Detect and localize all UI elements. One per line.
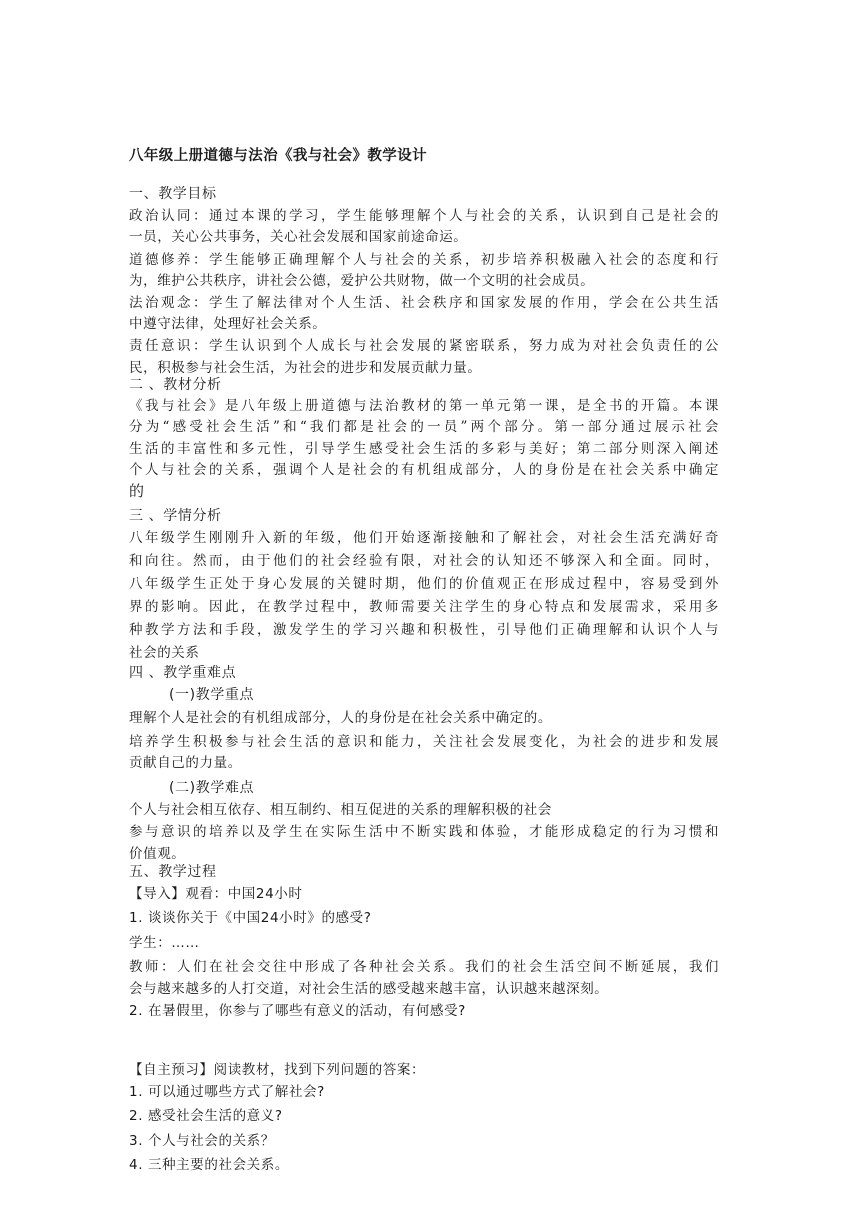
preview-question: 2. 感受社会生活的意义? [129,1108,283,1125]
paragraph-line: 参与意识的培养以及学生在实际生活中不断实践和体验，才能形成稳定的行为习惯和 [129,824,719,841]
paragraph-line: 分为“感受社会生活”和“我们都是社会的一员”两个部分。第一部分通过展示社会 [129,419,719,436]
section-key-points [129,663,719,865]
question-line: 2. 在暑假里，你参与了哪些有意义的活动，有何感受? [129,1003,466,1020]
section-teaching-process [129,862,719,1022]
paragraph-line: 理解个人是社会的有机组成部分，人的身份是在社会关系中确定的。 [129,710,552,727]
paragraph-line: 责任意识：学生认识到个人成长与社会发展的紧密联系，努力成为对社会负责任的公 [129,338,719,355]
paragraph-line: 价值观。 [129,845,186,862]
paragraph-line: 生活的丰富性和多元性，引导学生感受社会生活的多彩与美好；第二部分则深入阐述 [129,440,719,457]
paragraph-line: 法治观念：学生了解法律对个人生活、社会秩序和国家发展的作用，学会在公共生活 [129,295,719,312]
section-textbook-analysis [129,375,719,502]
section-teaching-goals [129,184,719,379]
intro-line: 【导入】观看：中国24小时 [129,886,303,903]
paragraph-line: 个人与社会相互依存、相互制约、相互促进的关系的理解积极的社会 [129,802,552,819]
paragraph-line: 八年级学生正处于身心发展的关键时期，他们的价值观正在形成过程中，容易受到外 [129,576,719,593]
paragraph-line: 个人与社会的关系，强调个人是社会的有机组成部分，人的身份是在社会关系中确定 [129,461,719,478]
paragraph-line: 界的影响。因此，在教学过程中，教师需要关注学生的身心特点和发展需求，采用多 [129,599,719,616]
section-heading-process: 五、教学过程 [129,864,217,880]
section-heading-students: 三 、学情分析 [129,508,222,524]
section-heading-key-points: 四 、教学重难点 [129,665,237,681]
document-title-block [129,145,719,166]
paragraph-line: 《我与社会》是八年级上册道德与法治教材的第一单元第一课，是全书的开篇。本课 [129,398,719,415]
preview-question: 3. 个人与社会的关系？ [129,1132,275,1149]
section-student-analysis [129,506,719,665]
paragraph-line: 一员，关心公共事务，关心社会发展和国家前途命运。 [129,229,468,246]
student-line: 学生：…… [129,934,200,951]
subheading-difficulty: (二)教学难点 [169,780,255,797]
preview-question: 1. 可以通过哪些方式了解社会? [129,1084,325,1101]
subheading-focus: (一)教学重点 [169,687,255,704]
teacher-line: 会与越来越多的人打交道，对社会生活的感受越来越丰富，认识越来越深刻。 [129,981,609,998]
paragraph-line: 八年级学生刚刚升入新的年级，他们开始逐渐接触和了解社会，对社会生活充满好奇 [129,530,719,547]
section-self-preview [129,1060,719,1176]
preview-heading: 【自主预习】阅读教材，找到下列问题的答案： [129,1062,426,1078]
paragraph-line: 和向往。然而，由于他们的社会经验有限，对社会的认知还不够深入和全面。同时， [129,553,719,570]
paragraph-line: 贡献自己的力量。 [129,754,242,771]
paragraph-line: 为，维护公共秩序，讲社会公德，爱护公共财物，做一个文明的社会成员。 [129,272,595,289]
paragraph-line: 社会的关系 [129,645,200,662]
section-heading-goals: 一、教学目标 [129,186,217,202]
paragraph-line: 道德修养：学生能够正确理解个人与社会的关系，初步培养积极融入社会的态度和行 [129,251,719,268]
paragraph-line: 的 [129,482,145,501]
paragraph-line: 民，积极参与社会生活，为社会的进步和发展贡献力量。 [129,359,482,376]
document-title: 八年级上册道德与法治《我与社会》教学设计 [129,147,427,164]
paragraph-line: 种教学方法和手段，激发学生的学习兴趣和积极性，引导他们正确理解和认识个人与 [129,622,719,639]
paragraph-line: 培养学生积极参与社会生活的意识和能力，关注社会发展变化，为社会的进步和发展 [129,733,719,750]
teacher-line: 教师：人们在社会交往中形成了各种社会关系。我们的社会生活空间不断延展，我们 [129,958,719,975]
preview-question: 4. 三种主要的社会关系。 [129,1156,289,1173]
paragraph-line: 中遵守法律，处理好社会关系。 [129,316,327,333]
question-line: 1. 谈谈你关于《中国24小时》的感受? [129,910,372,927]
section-heading-textbook: 二 、教材分析 [129,377,222,393]
paragraph-line: 政治认同：通过本课的学习，学生能够理解个人与社会的关系，认识到自己是社会的 [129,208,719,225]
